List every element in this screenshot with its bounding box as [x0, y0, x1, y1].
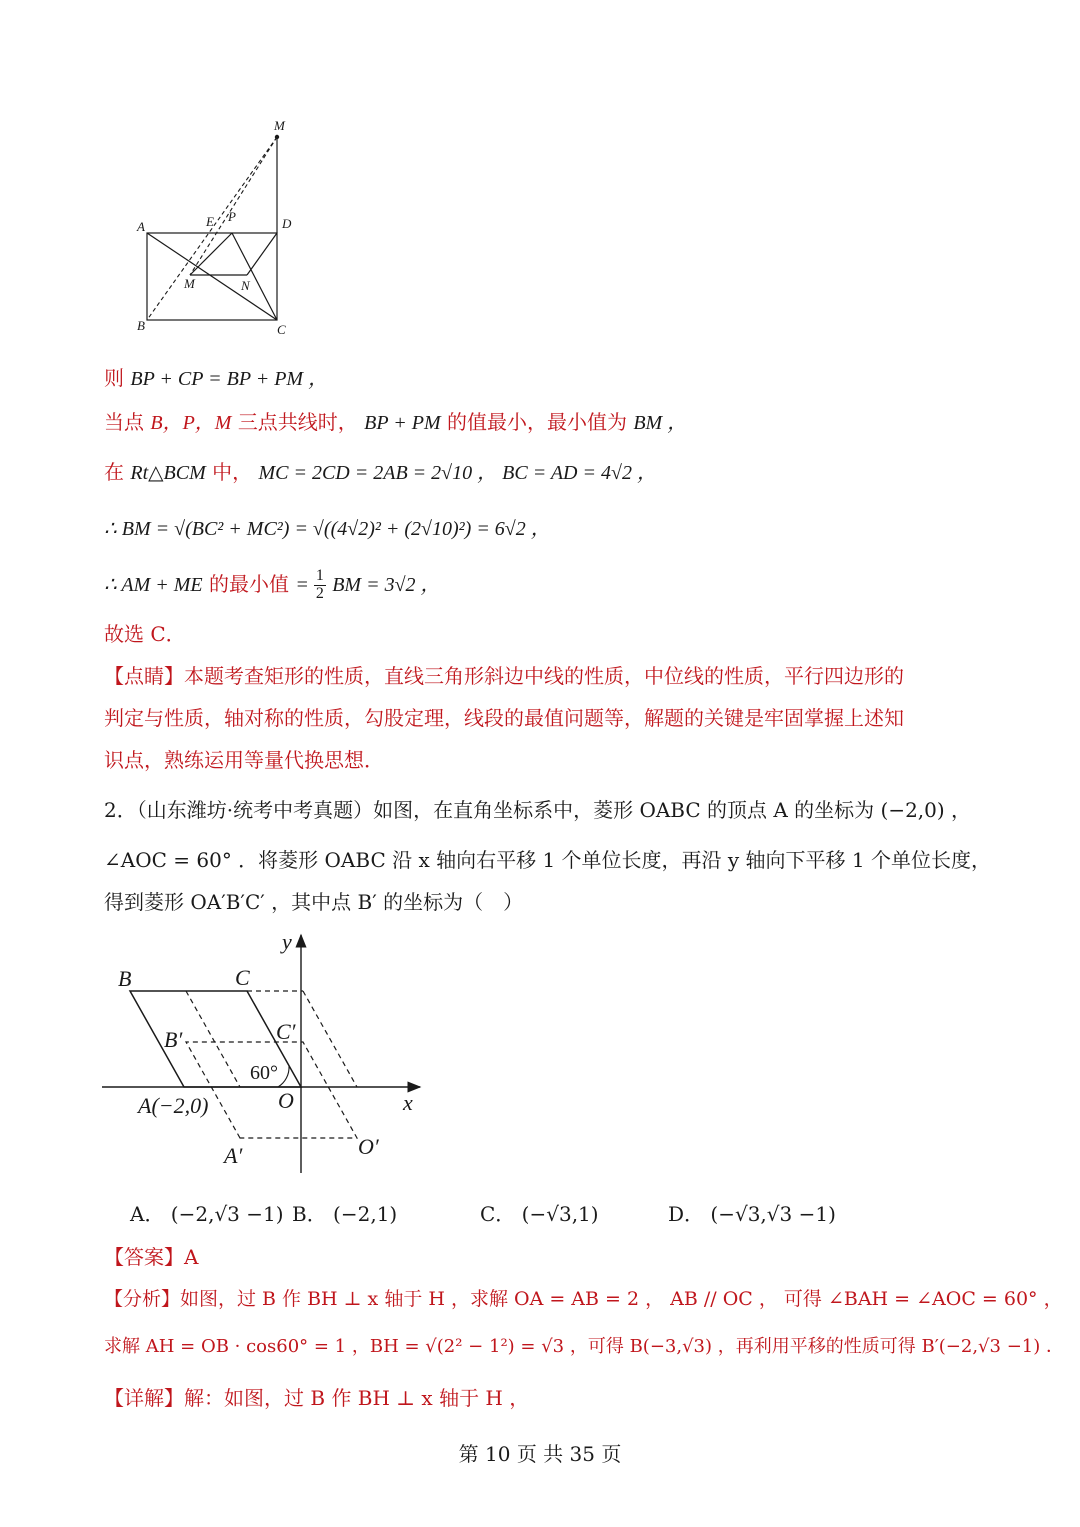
- label-A-prime: A′: [224, 1143, 243, 1168]
- fenxi-line-2: 求解 AH = OB · cos60° = 1 ，BH = √(2² − 1²) = √3 ，可得 B(−3,√3) ，再利用平移的性质可得 B′(−2,√3 −1) ．: [104, 1336, 1064, 1357]
- dianjing-line-3: 识点，熟练运用等量代换思想．: [104, 748, 384, 772]
- label-x-axis: x: [403, 1090, 413, 1115]
- question-line-2: ∠AOC = 60° ．将菱形 OABC 沿 x 轴向右平移 1 个单位长度，再沿 y 轴向下平移 1 个单位长度，: [104, 848, 991, 872]
- math-am-me: ∴ AM + ME: [104, 574, 203, 596]
- answer-line: 【答案】A: [104, 1245, 199, 1269]
- solution-line-5: [104, 568, 441, 603]
- figure-rhombus-coordinates: [100, 925, 440, 1175]
- text-ze: 则: [104, 366, 124, 390]
- label-A-coord: A(−2,0): [138, 1093, 209, 1118]
- label-C: C: [277, 322, 286, 337]
- question-line-1: 2．（山东潍坊·统考中考真题）如图，在直角坐标系中，菱形 OABC 的顶点 A 的坐标为 (−2,0) ，: [104, 798, 972, 822]
- label-B-prime: B′: [164, 1027, 183, 1052]
- dianjing-line-1: 【点睛】本题考查矩形的性质，直线三角形斜边中线的性质，中位线的性质，平行四边形的: [104, 664, 904, 688]
- question-line-3: 得到菱形 OA′B′C′ ，其中点 B′ 的坐标为（ ）: [104, 890, 524, 914]
- label-C: C: [235, 965, 250, 990]
- page-footer: 第 10 页 共 35 页: [458, 1442, 622, 1466]
- math-bm: BM ，: [633, 412, 688, 434]
- label-M-top: M: [274, 118, 285, 133]
- solution-line-3: [104, 462, 657, 483]
- math-bp-pm: BP + PM: [364, 412, 441, 434]
- label-P: P: [228, 209, 236, 224]
- text-dangdian: 当点: [104, 410, 144, 434]
- xiangjie-line: 【详解】解：如图，过 B 作 BH ⊥ x 轴于 H ，: [104, 1386, 530, 1410]
- solution-line-1: [104, 368, 328, 389]
- text-collinear: 三点共线时，: [237, 410, 358, 434]
- label-y-axis: y: [282, 929, 292, 954]
- label-M: M: [184, 276, 195, 291]
- solution-line-6: 故选 C．: [104, 622, 186, 646]
- label-O: O: [278, 1088, 294, 1113]
- fraction-denominator: 2: [315, 585, 324, 602]
- text-min-of: 的最小值: [208, 572, 289, 596]
- math-bm-value: ∴ BM = √(BC² + MC²) = √((4√2)² + (2√10)²) = 6√2 ，: [104, 518, 551, 540]
- option-a: A． (−2,√3 −1): [130, 1202, 284, 1226]
- fraction-one-half: [314, 568, 326, 603]
- label-angle-60: 60°: [250, 1062, 278, 1084]
- label-C-prime: C′: [276, 1019, 296, 1044]
- figure-rectangle: [120, 110, 320, 340]
- label-O-prime: O′: [358, 1134, 379, 1159]
- math-bp-cp: BP + CP = BP + PM ，: [130, 368, 329, 390]
- math-mc-bc: MC = 2CD = 2AB = 2√10 ， BC = AD = 4√2 ，: [258, 462, 657, 484]
- dianjing-line-2: 判定与性质，轴对称的性质，勾股定理，线段的最值问题等，解题的关键是牢固掌握上述知: [104, 706, 904, 730]
- math-half-bm: BM = 3√2 ，: [332, 574, 441, 596]
- math-rt-bcm: Rt△BCM: [130, 462, 206, 484]
- solution-line-2: [104, 412, 687, 433]
- fenxi-line-1: 【分析】如图，过 B 作 BH ⊥ x 轴于 H ，求解 OA = AB = 2 ， AB // OC ， 可得 ∠BAH = ∠AOC = 60° ，: [104, 1288, 1063, 1310]
- option-d: D． (−√3,√3 −1): [668, 1202, 836, 1226]
- option-b: B． (−2,1): [292, 1202, 398, 1226]
- text-zai: 在: [104, 460, 124, 484]
- option-c: C． (−√3,1): [480, 1202, 599, 1226]
- text-zhong: 中，: [212, 460, 253, 484]
- text-min-value: 的值最小，最小值为: [446, 410, 627, 434]
- math-bpm-points: B，P，M: [150, 412, 232, 434]
- solution-line-4: [104, 518, 551, 539]
- label-B: B: [137, 318, 145, 333]
- label-A: A: [137, 219, 145, 234]
- math-equals: =: [295, 574, 314, 596]
- label-B: B: [118, 966, 132, 991]
- label-N: N: [241, 278, 250, 293]
- fraction-numerator: 1: [315, 567, 324, 585]
- label-E: E: [206, 214, 214, 229]
- label-D: D: [282, 216, 292, 231]
